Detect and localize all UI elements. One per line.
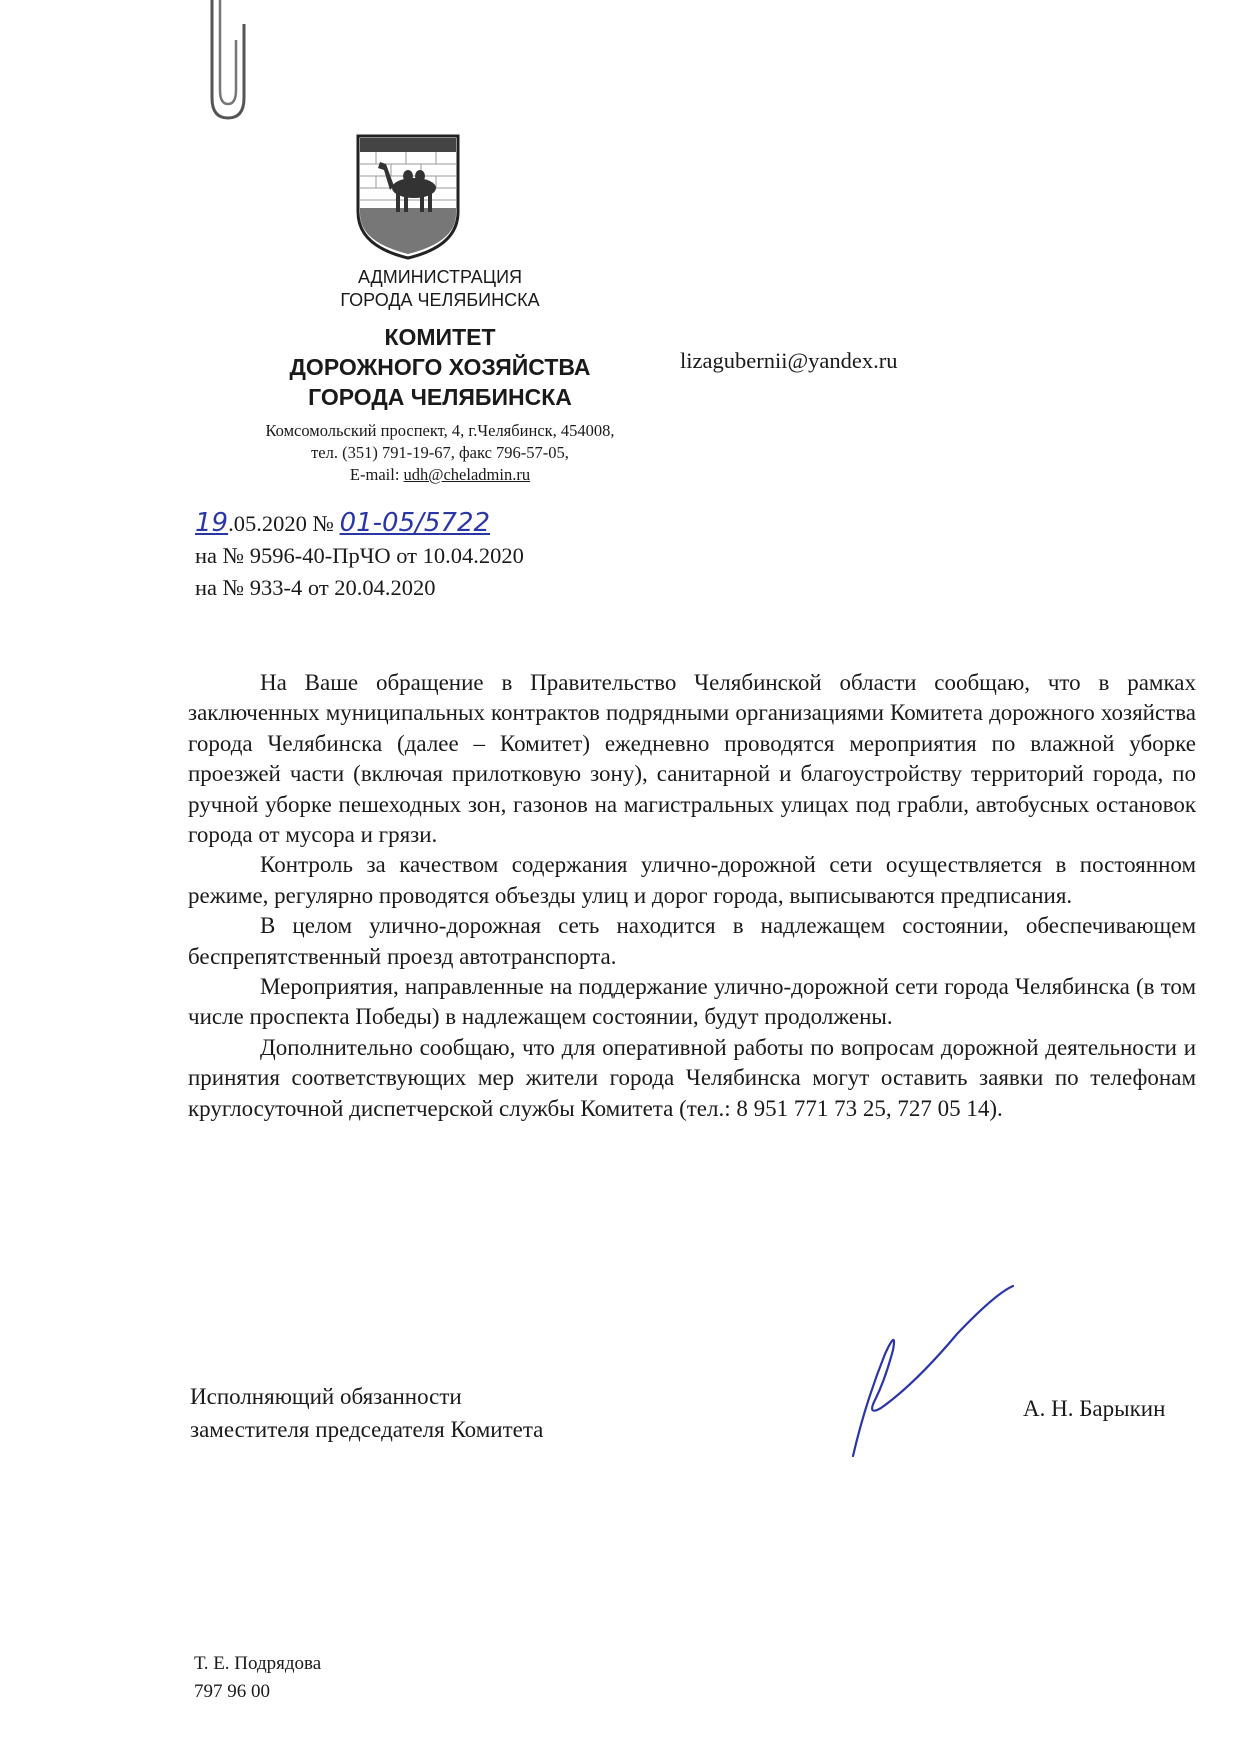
position-line-2: заместителя председателя Комитета — [190, 1417, 544, 1442]
date-and-number-label: .05.2020 № — [228, 511, 334, 536]
registration-line — [195, 508, 490, 539]
body-paragraph-3: В целом улично-дорожная сеть находится в надлежащем состоянии, обеспечивающем беспрепятственный проезд автотранспорта. — [188, 913, 1196, 969]
committee-line-3: ГОРОДА ЧЕЛЯБИНСКА — [308, 384, 572, 410]
email-label: E-mail: — [349, 465, 404, 484]
signatory-name: А. Н. Барыкин — [1023, 1396, 1166, 1421]
handwritten-outgoing-number: 01-05/5722 — [339, 508, 491, 538]
admin-line-2: ГОРОДА ЧЕЛЯБИНСКА — [340, 290, 540, 310]
executor-name: Т. Е. Подрядова — [194, 1653, 322, 1674]
reference-numbers — [195, 540, 524, 604]
email-line — [186, 464, 694, 486]
reference-line-1: на № 9596-40-ПрЧО от 10.04.2020 — [195, 543, 524, 568]
committee-line-1: КОМИТЕТ — [384, 324, 496, 350]
handwritten-signature — [845, 1284, 1025, 1464]
phones-line: тел. (351) 791-19-67, факс 796-57-05, — [311, 443, 569, 462]
reference-line-2: на № 933-4 от 20.04.2020 — [195, 575, 436, 600]
administration-header — [270, 266, 610, 312]
committee-line-2: ДОРОЖНОГО ХОЗЯЙСТВА — [289, 354, 591, 380]
committee-title — [200, 322, 680, 412]
address-line: Комсомольский проспект, 4, г.Челябинск, 454008, — [265, 421, 615, 440]
city-emblem-icon — [356, 134, 460, 260]
recipient-email: lizagubernii@yandex.ru — [680, 348, 898, 373]
letterhead-address — [186, 420, 694, 486]
body-paragraph-5: Дополнительно сообщаю, что для оперативной работы по вопросам дорожной деятельности и принятия соответствующих мер жители города Челябинска могут оставить заявки по телефонам круглосуточной диспетчерской службы Комитета (тел.: 8 951 771 73 25, 727 05 14). — [188, 1034, 1196, 1121]
paper-clip-icon — [200, 0, 252, 125]
body-paragraph-1: На Ваше обращение в Правительство Челябинской области сообщаю, что в рамках заключенных муниципальных контрактов подрядными организациями Комитета дорожного хозяйства города Челябинска (далее – Комитет) ежедневно проводятся мероприятия по влажной уборке проезжей части (включая прилотковую зону), санитарной и благоустройству территорий города, по ручной уборке пешеходных зон, газонов на магистральных улицах под грабли, автобусных остановок города от мусора и грязи. — [188, 670, 1196, 848]
committee-email-link[interactable]: udh@cheladmin.ru — [403, 465, 531, 484]
handwritten-day: 19 — [195, 508, 229, 538]
admin-line-1: АДМИНИСТРАЦИЯ — [357, 267, 523, 287]
body-paragraph-2: Контроль за качеством содержания улично-дорожной сети осуществляется в постоянном режиме, регулярно проводятся объезды улиц и дорог города, выписываются предписания. — [188, 852, 1196, 908]
executor-block — [194, 1650, 321, 1706]
executor-phone: 797 96 00 — [194, 1681, 270, 1702]
letter-body — [188, 668, 1196, 1124]
signatory-position — [190, 1380, 543, 1446]
body-paragraph-4: Мероприятия, направленные на поддержание улично-дорожной сети города Челябинска (в том числе проспекта Победы) в надлежащем состоянии, будут продолжены. — [188, 974, 1196, 1030]
position-line-1: Исполняющий обязанности — [190, 1384, 462, 1409]
